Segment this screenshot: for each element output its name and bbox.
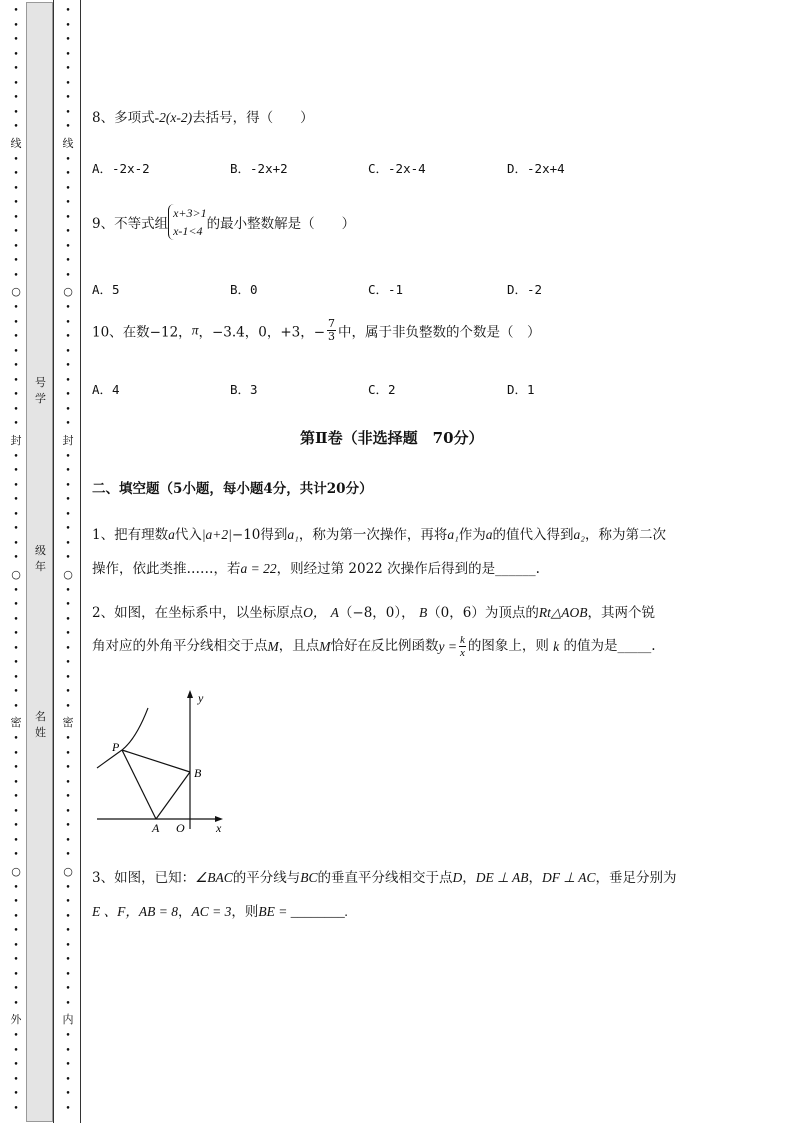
margin-dot: • [13,495,19,505]
margin-dot: • [65,495,71,505]
margin-dot: • [65,614,71,625]
margin-dot: • [13,998,19,1009]
margin-dot: • [13,629,19,639]
margin-dot: • [13,777,19,788]
fraction-k-x: $\frac{k}{x}$ [459,634,465,659]
q10-option-c: C．2 [368,382,396,397]
margin-dot: • [13,835,19,846]
margin-dot: • [13,969,19,980]
margin-dot: • [13,911,19,922]
margin-border-line [80,0,81,1123]
strip-divider-line [53,0,54,1123]
margin-char: ○ [11,567,21,581]
margin-dot: • [65,792,71,802]
margin-char: 密 [62,716,74,729]
margin-dot: • [13,466,19,476]
margin-dot: • [13,734,19,744]
fill-in-heading: 二、填空题（5小题，每小题4分，共计20分） [92,481,373,497]
fill-question-1: 1、把有理数a代入|a+2|−10得到a₁，称为第一次操作，再将a₁作为a的值代入得到a₂，称为第二次 操作，依此类推……，若a = 22，则经过第 2022 次操作后得到的是______. [92,527,666,577]
margin-dot: • [13,509,19,520]
margin-dot: • [65,1031,71,1041]
margin-dot: • [13,183,19,194]
margin-dot: • [65,763,71,773]
margin-dot: • [65,777,71,788]
inequality-system: x+3>1 x-1<4 [168,204,207,240]
margin-dot: • [13,614,19,625]
question-9: 9、不等式组 x+3>1 x-1<4 的最小整数解是（ ） [92,206,356,238]
margin-dot: • [13,198,19,208]
margin-dot: • [65,955,71,965]
margin-dot: • [65,480,71,491]
margin-dot: • [65,1103,71,1114]
margin-dot: • [13,585,19,596]
margin-dot: • [65,687,71,697]
margin-dot: • [65,332,71,342]
q8-option-a: A．-2x-2 [92,161,150,176]
margin-dot: • [13,107,19,118]
q8-option-b: B．-2x+2 [230,161,288,176]
margin-dot: • [65,93,71,103]
q10-option-b: B．3 [230,382,258,397]
margin-char: 线 [62,136,74,150]
margin-char: ○ [63,864,73,878]
margin-char: ○ [63,567,73,581]
label-y: y [198,691,204,705]
margin-dot: • [13,701,19,712]
margin-dot: • [65,6,71,16]
segment-pa [122,750,156,819]
margin-dot: • [65,361,71,371]
q10-option-d: D．1 [507,382,535,397]
binding-margin [0,0,82,1123]
margin-dot: • [65,940,71,951]
margin-dot: • [65,404,71,415]
margin-dot: • [13,524,19,534]
margin-char: 封 [10,433,22,447]
student-info-strip [26,2,53,1122]
margin-dot: • [65,1089,71,1099]
margin-dot: • [13,480,19,491]
margin-dot: • [65,969,71,980]
margin-dot: • [13,792,19,802]
margin-dot: • [13,390,19,400]
q10-option-a: A．4 [92,382,120,397]
margin-dot: • [13,821,19,831]
margin-dot: • [13,122,19,132]
margin-dot: • [65,241,71,252]
name-label: 名 姓 [35,710,46,739]
margin-dot: • [13,169,19,179]
fill-question-2: 2、如图，在坐标系中，以坐标原点O， A（−8，0）， B（0，6）为顶点的Rt△AOB，其两个锐 角对应的外角平分线相交于点M，且点M恰好在反比例函数y = $\frac{k}{x}$ 的图象上，则 k 的值为是_____. [92,605,656,659]
q9-option-a: A．5 [92,282,120,297]
margin-char: ○ [11,864,21,878]
margin-dot: • [65,122,71,132]
margin-dot: • [65,451,71,462]
margin-dot: • [65,35,71,45]
q9-option-d: D．-2 [507,282,543,297]
margin-dot: • [65,629,71,639]
margin-dot: • [13,241,19,252]
margin-dot: • [13,672,19,683]
label-x: x [216,821,222,835]
margin-dot: • [13,256,19,266]
margin-dot: • [65,926,71,936]
margin-dot: • [13,154,19,165]
question-10: 10、在数−12，π，−3.4，0，+3，− $\frac{7}{3}$ 中，属于非负整数的个数是（ ） [92,317,541,343]
margin-dot: • [65,585,71,596]
q8-option-d: D．-2x+4 [507,161,565,176]
margin-dot: • [13,940,19,951]
margin-dot: • [65,524,71,534]
margin-dot: • [13,926,19,936]
inner-dot-column [61,4,75,1116]
margin-dot: • [13,748,19,759]
class-label: 级 年 [35,544,46,573]
margin-dot: • [65,835,71,846]
margin-dot: • [65,390,71,400]
label-o: O [176,821,185,835]
margin-dot: • [65,49,71,60]
margin-dot: • [13,49,19,60]
margin-dot: • [13,270,19,281]
margin-char: 密 [10,716,22,729]
margin-dot: • [65,419,71,429]
margin-dot: • [13,984,19,994]
margin-char: ○ [11,285,21,298]
margin-dot: • [13,1074,19,1085]
margin-dot: • [65,850,71,860]
margin-dot: • [65,270,71,281]
margin-dot: • [13,317,19,328]
margin-dot: • [13,404,19,415]
margin-dot: • [65,303,71,313]
margin-dot: • [13,227,19,237]
margin-dot: • [65,984,71,994]
margin-dot: • [65,256,71,266]
margin-dot: • [13,1103,19,1114]
margin-dot: • [13,212,19,223]
margin-dot: • [13,658,19,668]
margin-dot: • [65,821,71,831]
margin-dot: • [13,1089,19,1099]
margin-dot: • [13,763,19,773]
margin-dot: • [65,701,71,712]
margin-dot: • [65,317,71,328]
margin-char: 线 [10,136,22,150]
y-axis-arrow [187,690,193,698]
margin-dot: • [13,375,19,386]
margin-dot: • [65,553,71,563]
margin-dot: • [65,227,71,237]
margin-dot: • [13,687,19,697]
margin-dot: • [65,154,71,165]
margin-dot: • [13,361,19,371]
margin-dot: • [13,882,19,893]
margin-dot: • [13,64,19,74]
margin-dot: • [65,509,71,520]
margin-dot: • [65,1074,71,1085]
margin-dot: • [13,897,19,907]
margin-dot: • [65,169,71,179]
fill-question-3: 3、如图，已知：∠BAC的平分线与BC的垂直平分线相交于点D，DE ⊥ AB，DF ⊥ AC，垂足分别为 E 、F，AB = 8，AC = 3，则BE = ________. [92,870,677,920]
margin-dot: • [13,451,19,462]
margin-dot: • [65,466,71,476]
margin-dot: • [65,911,71,922]
section-2-title: 第Ⅱ卷（非选择题 70分） [300,429,484,447]
margin-dot: • [13,1031,19,1041]
margin-dot: • [13,332,19,342]
margin-dot: • [65,20,71,31]
margin-dot: • [65,643,71,654]
margin-dot: • [65,734,71,744]
margin-dot: • [65,538,71,549]
margin-dot: • [13,1060,19,1070]
q9-option-c: C．-1 [368,282,404,297]
label-p: P [112,740,120,754]
margin-dot: • [65,198,71,208]
margin-dot: • [65,375,71,386]
margin-dot: • [13,806,19,817]
margin-dot: • [65,1060,71,1070]
margin-dot: • [13,419,19,429]
margin-dot: • [13,78,19,89]
margin-dot: • [65,1045,71,1056]
hyperbola-curve [97,708,148,768]
segment-pb [122,750,190,772]
margin-dot: • [13,643,19,654]
margin-dot: • [65,998,71,1009]
segment-ab [156,772,190,819]
label-a: A [152,821,160,835]
margin-dot: • [65,107,71,118]
margin-dot: • [13,303,19,313]
student-id-label: 号 学 [35,376,46,405]
margin-char: 封 [62,433,74,447]
margin-dot: • [13,6,19,16]
outer-dot-column [9,4,23,1116]
question-8: 8、多项式-2(x-2)去括号，得（ ） [92,110,314,126]
margin-dot: • [65,64,71,74]
margin-dot: • [13,600,19,610]
margin-dot: • [13,35,19,45]
margin-dot: • [65,600,71,610]
margin-dot: • [65,212,71,223]
margin-dot: • [13,20,19,31]
margin-dot: • [65,748,71,759]
margin-dot: • [65,183,71,194]
q8-option-c: C．-2x-4 [368,161,426,176]
q9-option-b: B．0 [230,282,258,297]
margin-dot: • [13,955,19,965]
margin-dot: • [65,897,71,907]
margin-dot: • [13,553,19,563]
coordinate-figure [92,684,242,848]
margin-dot: • [13,1045,19,1056]
margin-char: ○ [63,285,73,298]
margin-dot: • [65,346,71,357]
margin-char: 外 [10,1013,22,1026]
margin-dot: • [65,882,71,893]
margin-char: 内 [62,1013,74,1026]
label-b: B [194,766,202,780]
fraction-7-3: $\frac{7}{3}$ [328,317,336,343]
margin-dot: • [65,672,71,683]
margin-dot: • [13,93,19,103]
geometry-diagram [92,684,242,844]
margin-dot: • [13,346,19,357]
margin-dot: • [65,658,71,668]
margin-dot: • [65,806,71,817]
margin-dot: • [13,850,19,860]
margin-dot: • [65,78,71,89]
margin-dot: • [13,538,19,549]
